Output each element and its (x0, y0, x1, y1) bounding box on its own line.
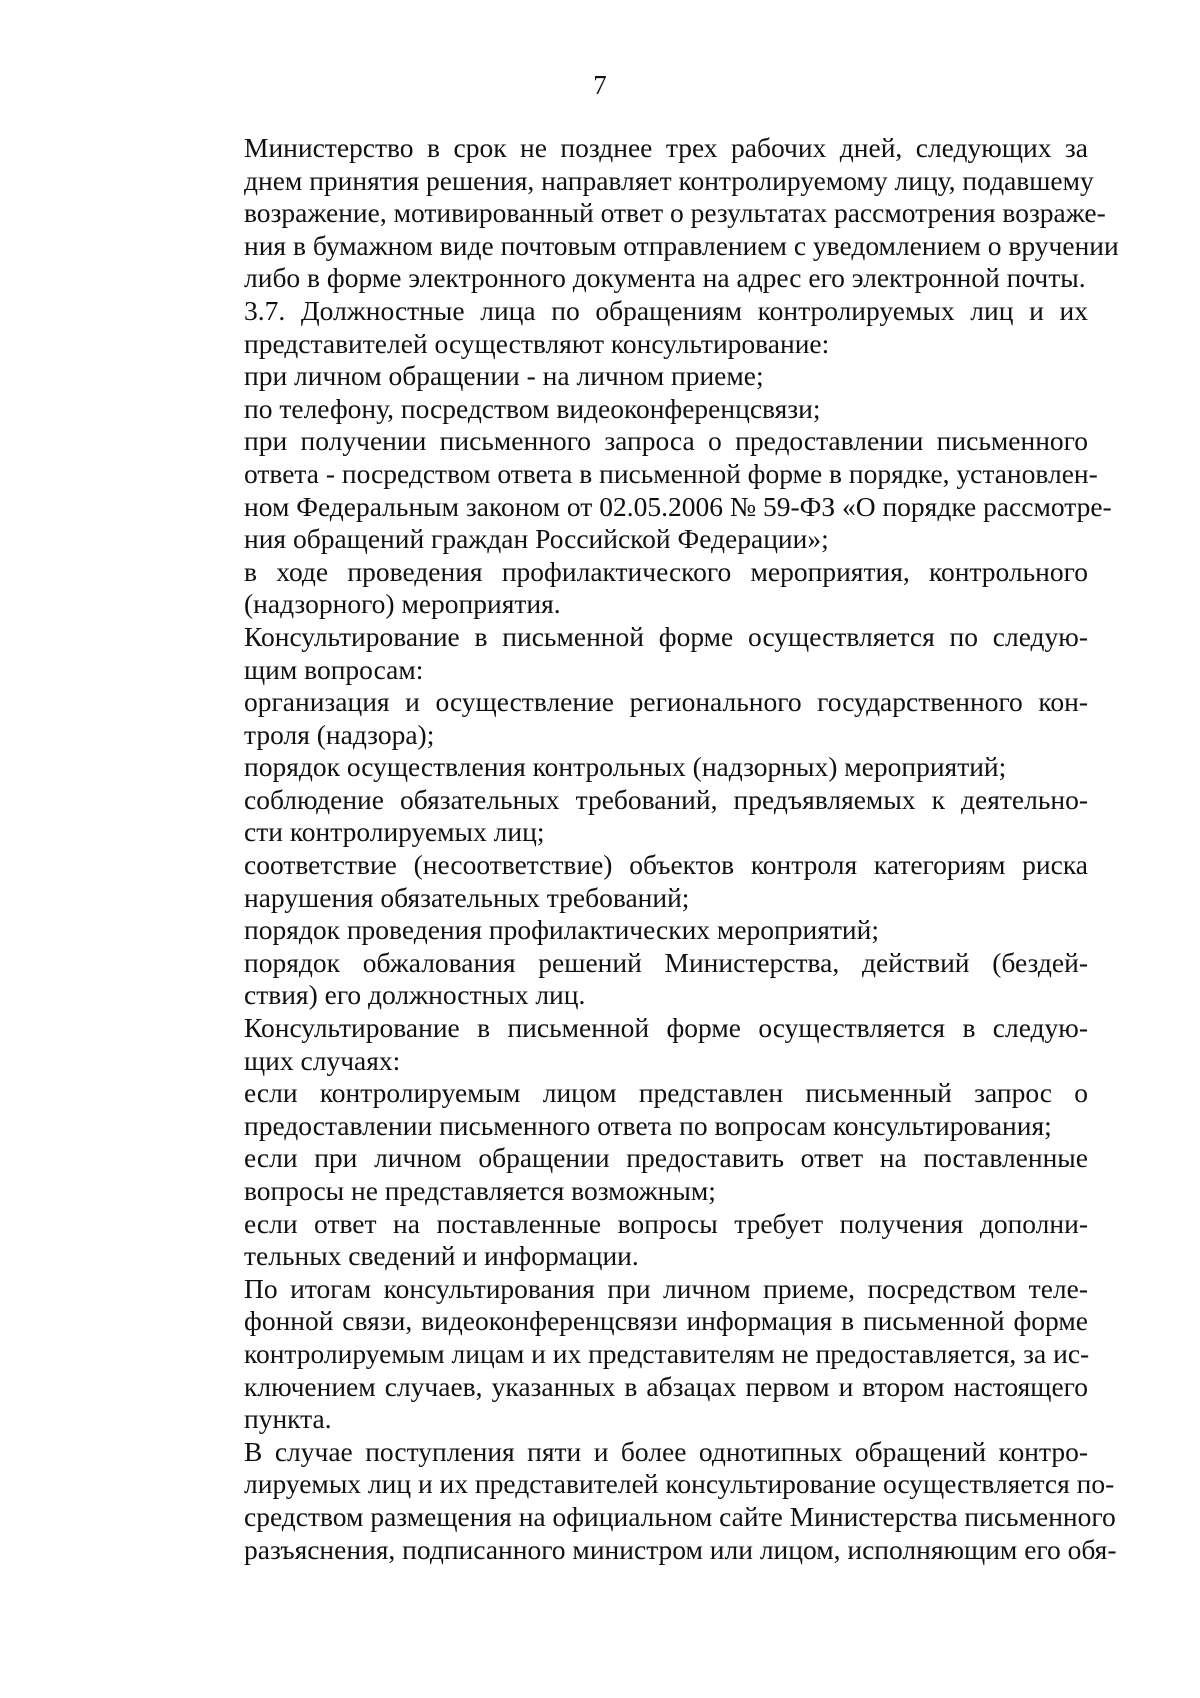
paragraph (172, 1077, 1088, 1142)
text-line: нарушения обязательных требований; (244, 881, 690, 913)
text-line: при личном обращении - на личном приеме; (244, 360, 764, 392)
text-line: по телефону, посредством видеоконференцсвязи; (244, 392, 821, 424)
text-line: предоставлении письменного ответа по вопросам консультирования; (244, 1109, 1052, 1141)
paragraph (172, 556, 1088, 621)
text-line: средством размещения на официальном сайте Министерства письменного (244, 1500, 1116, 1532)
text-line: порядок проведения профилактических мероприятий; (244, 914, 879, 946)
text-line: ном Федеральным законом от 02.05.2006 № 59-ФЗ «О порядке рассмотре- (244, 490, 1112, 522)
text-line: при получении письменного запроса о предоставлении письменного (244, 425, 1088, 457)
paragraph (172, 1142, 1088, 1207)
text-line: контролируемым лицам и их представителям не предоставляется, за ис- (244, 1337, 1090, 1369)
text-line: представителей осуществляют консультирование: (244, 327, 830, 359)
paragraph (172, 393, 1088, 426)
text-line: щих случаях: (244, 1044, 401, 1076)
text-line: в ходе проведения профилактического мероприятия, контрольного (244, 555, 1088, 587)
paragraph (172, 1208, 1088, 1273)
text-line: Министерство в срок не позднее трех рабочих дней, следующих за (244, 132, 1088, 163)
text-line: Консультирование в письменной форме осуществляется по следую- (244, 620, 1088, 652)
paragraph (172, 1435, 1117, 1566)
paragraph (172, 686, 1088, 751)
text-line: ния обращений граждан Российской Федерации»; (244, 523, 829, 555)
paragraph (172, 425, 1112, 555)
paragraph (172, 295, 1088, 360)
paragraph (172, 360, 1088, 393)
paragraph (172, 914, 1088, 947)
text-line: троля (надзора); (244, 718, 435, 750)
text-line: порядок осуществления контрольных (надзорных) мероприятий; (244, 751, 1007, 783)
text-line: ответа - посредством ответа в письменной форме в порядке, установлен- (244, 457, 1098, 489)
paragraph (172, 751, 1088, 784)
text-line: лируемых лиц и их представителей консультирование осуществляется по- (244, 1468, 1115, 1500)
paragraph (172, 1012, 1088, 1077)
paragraph (172, 784, 1088, 849)
text-line: Консультирование в письменной форме осуществляется в следую- (244, 1012, 1088, 1044)
text-line: организация и осуществление регионального государственного кон- (244, 686, 1088, 718)
text-line: ствия) его должностных лиц. (244, 979, 586, 1011)
text-line: если контролируемым лицом представлен письменный запрос о (244, 1077, 1088, 1109)
paragraph (172, 947, 1088, 1012)
text-line: либо в форме электронного документа на адрес его электронной почты. (244, 262, 1086, 294)
text-line: если при личном обращении предоставить ответ на поставленные (244, 1142, 1088, 1174)
text-line: соответствие (несоответствие) объектов контроля категориям риска (244, 849, 1088, 881)
text-line: В случае поступления пяти и более однотипных обращений контро- (244, 1435, 1088, 1467)
text-line: возражение, мотивированный ответ о результатах рассмотрения возраже- (244, 197, 1106, 229)
text-line: тельных сведений и информации. (244, 1240, 639, 1272)
text-line: пункта. (244, 1403, 332, 1435)
text-line: ния в бумажном виде почтовым отправлением с уведомлением о вручении (244, 229, 1119, 261)
text-line: сти контролируемых лиц; (244, 816, 545, 848)
paragraph (172, 1273, 1088, 1436)
text-line: соблюдение обязательных требований, предъявляемых к деятельно- (244, 783, 1088, 815)
paragraph (172, 849, 1088, 914)
page-number: 7 (593, 70, 607, 100)
document-body (172, 132, 1119, 1566)
text-line: разъяснения, подписанного министром или лицом, исполняющим его обя- (244, 1533, 1117, 1565)
paragraph (172, 621, 1088, 686)
text-line: если ответ на поставленные вопросы требует получения дополни- (244, 1207, 1088, 1239)
text-line: ключением случаев, указанных в абзацах первом и втором настоящего (244, 1370, 1088, 1402)
text-line: днем принятия решения, направляет контролируемому лицу, подавшему (244, 164, 1094, 196)
text-line: По итогам консультирования при личном приеме, посредством теле- (244, 1272, 1088, 1304)
text-line: (надзорного) мероприятия. (244, 588, 561, 620)
text-line: вопросы не представляется возможным; (244, 1175, 716, 1206)
paragraph (172, 132, 1119, 295)
text-line: щим вопросам: (244, 653, 424, 685)
text-line: порядок обжалования решений Министерства, действий (бездей- (244, 946, 1088, 978)
text-line: 3.7. Должностные лица по обращениям контролируемых лиц и их (244, 294, 1088, 326)
text-line: фонной связи, видеоконференцсвязи информация в письменной форме (244, 1305, 1088, 1337)
